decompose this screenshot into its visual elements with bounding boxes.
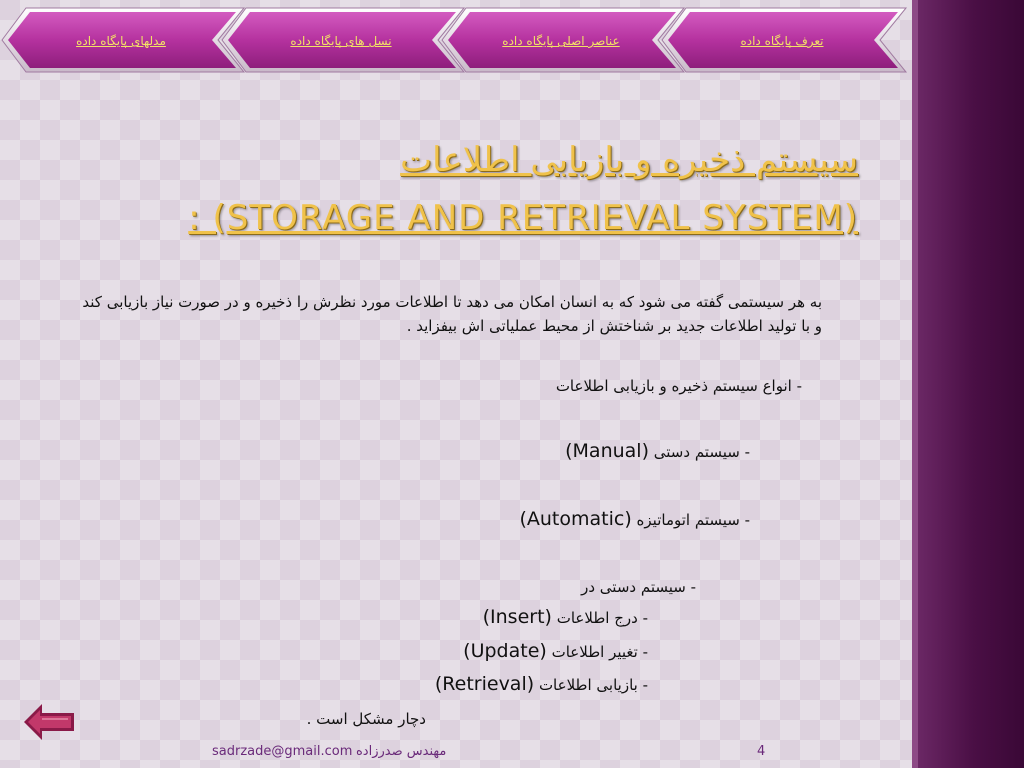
insert-english: (Insert) bbox=[482, 606, 552, 628]
retrieval-english: (Retrieval) bbox=[434, 673, 535, 695]
slide-title-persian: سیستم ذخیره و بازیابی اطلاعات bbox=[400, 140, 858, 180]
retrieval-label: - بازیابی اطلاعات bbox=[538, 676, 648, 694]
footer-author: مهندس صدرزاده bbox=[356, 744, 447, 759]
insert-item bbox=[483, 606, 648, 628]
definition-paragraph: به هر سیستمی گفته می شود که به انسان امکان می دهد تا اطلاعات مورد نظرش را ذخیره و در صورت نیاز بازیابی کند و با تولید اطلاعات جدید بر شناختش از محیط عملیاتی اش بیفزاید . bbox=[82, 293, 822, 335]
automatic-system-label: - سیستم اتوماتیزه bbox=[636, 511, 750, 529]
update-label: - تغییر اطلاعات bbox=[551, 643, 648, 661]
types-heading: - انواع سیستم ذخیره و بازیابی اطلاعات bbox=[555, 377, 802, 395]
retrieval-item bbox=[435, 673, 648, 695]
automatic-system-item bbox=[519, 508, 750, 530]
nav-tab-database-elements[interactable]: عناصر اصلی پایگاه داده bbox=[502, 34, 620, 48]
top-nav bbox=[0, 0, 912, 80]
update-english: (Update) bbox=[463, 640, 547, 662]
slide-title-english: : (STORAGE AND RETRIEVAL SYSTEM) bbox=[188, 198, 858, 238]
page-number: 4 bbox=[757, 744, 766, 759]
problem-note: دچار مشکل است . bbox=[306, 710, 426, 728]
side-decoration-bar bbox=[912, 0, 1024, 768]
manual-system-label: - سیستم دستی bbox=[653, 443, 750, 461]
insert-label: - درج اطلاعات bbox=[556, 609, 648, 627]
update-item bbox=[463, 640, 648, 662]
nav-tab-database-definition[interactable]: تعرف پایگاه داده bbox=[740, 34, 824, 48]
automatic-system-english: (Automatic) bbox=[519, 508, 632, 530]
nav-tab-database-generations[interactable]: نسل های پایگاه داده bbox=[290, 34, 392, 48]
footer-email: sadrzade@gmail.com bbox=[212, 744, 353, 759]
manual-system-english: (Manual) bbox=[565, 440, 649, 462]
nav-tab-database-models[interactable]: مدلهای پایگاه داده bbox=[76, 34, 166, 48]
manual-system-in-heading: - سیستم دستی در bbox=[581, 578, 696, 596]
manual-system-item bbox=[565, 440, 750, 462]
left-arrow-icon[interactable] bbox=[22, 700, 76, 744]
